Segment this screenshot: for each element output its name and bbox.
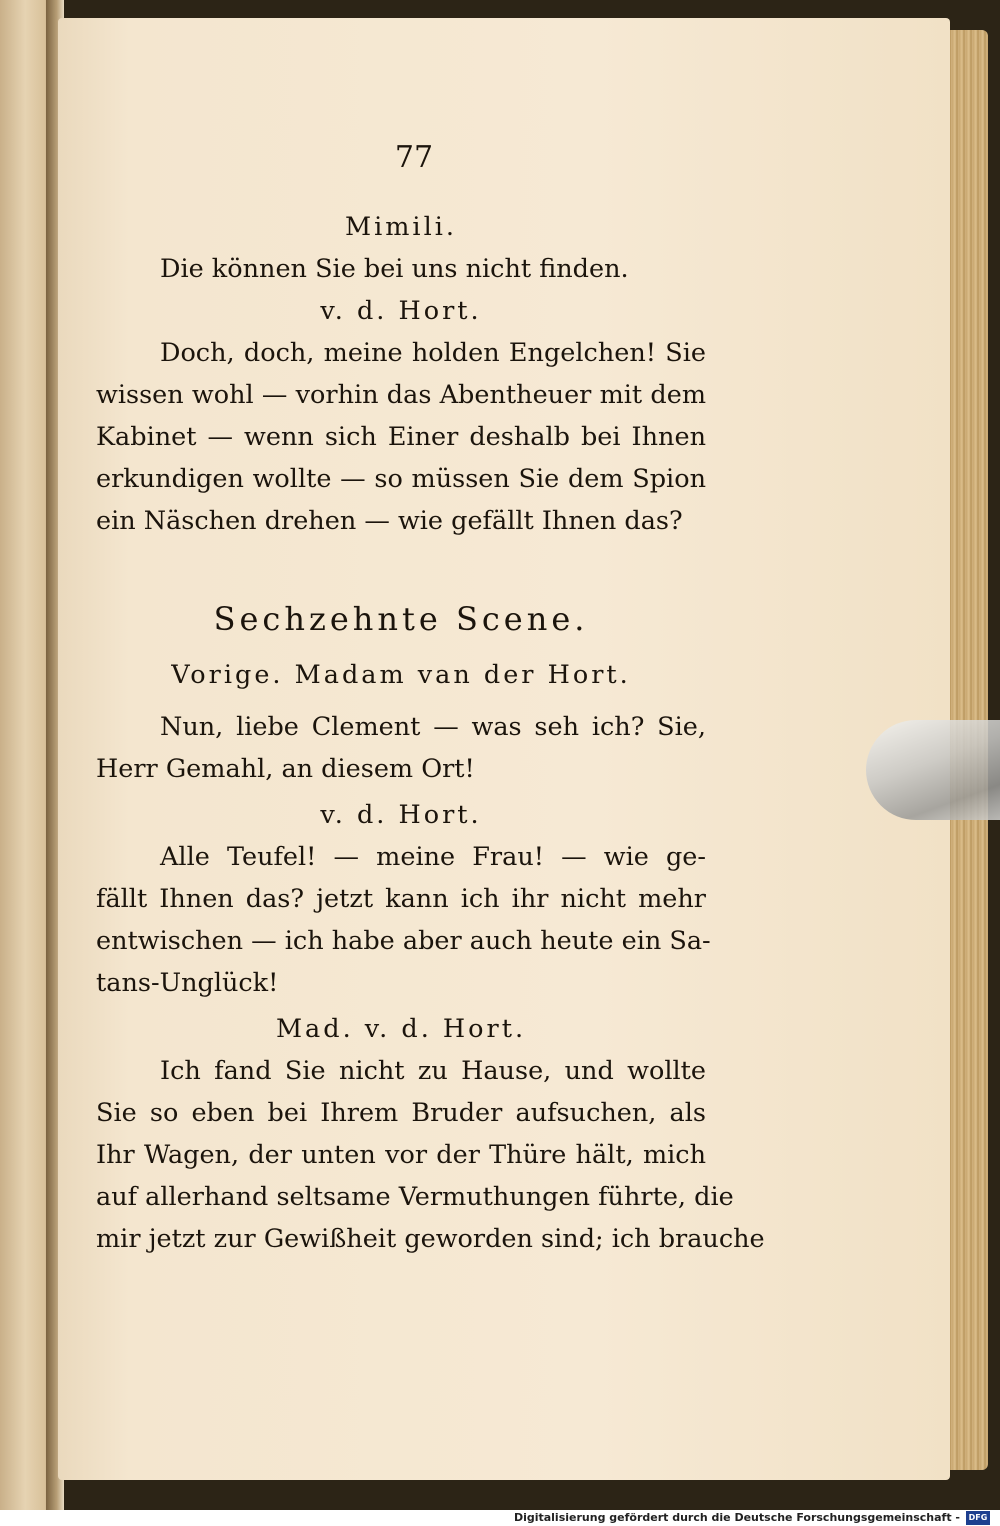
dfg-logo: DFG [966, 1511, 990, 1525]
funding-credit: Digitalisierung gefördert durch die Deutsche Forschungsgemeinschaft - [513, 1511, 960, 1524]
text-line: mir jetzt zur Gewißheit geworden sind; ich brauche [96, 1224, 765, 1254]
text-line: ein Näschen drehen — wie gefällt Ihnen das? [96, 506, 683, 536]
text-line: entwischen — ich habe aber auch heute ein Sa- [96, 926, 711, 956]
text-line: auf allerhand seltsame Vermuthungen führte, die [96, 1182, 734, 1212]
text-line: Kabinet — wenn sich Einer deshalb bei Ihnen [96, 422, 706, 452]
speaker-name: Mad. v. d. Hort. [275, 1014, 527, 1044]
text-line: Alle Teufel! — meine Frau! — wie ge- [160, 842, 706, 872]
text-line: Sie so eben bei Ihrem Bruder aufsuchen, als [96, 1098, 706, 1128]
text-line: Ich fand Sie nicht zu Hause, und wollte [160, 1056, 706, 1086]
scene-heading: Sechzehnte Scene. [213, 600, 589, 638]
text-line: Nun, liebe Clement — was seh ich? Sie, [160, 712, 706, 742]
speaker-name: v. d. Hort. [320, 296, 482, 326]
page-clip [866, 720, 1000, 820]
text-line: tans-Unglück! [96, 968, 279, 998]
text-line: fällt Ihnen das? jetzt kann ich ihr nicht mehr [96, 884, 706, 914]
text-line: Die können Sie bei uns nicht finden. [160, 254, 629, 284]
text-line: Ihr Wagen, der unten vor der Thüre hält, mich [96, 1140, 706, 1170]
speaker-name: v. d. Hort. [320, 800, 482, 830]
stage-direction: Vorige. Madam van der Hort. [171, 660, 631, 690]
text-line: wissen wohl — vorhin das Abentheuer mit dem [96, 380, 706, 410]
speaker-name: Mimili. [344, 212, 458, 242]
page-number: 77 [394, 140, 434, 175]
text-line: Herr Gemahl, an diesem Ort! [96, 754, 475, 784]
text-line: Doch, doch, meine holden Engelchen! Sie [160, 338, 706, 368]
text-line: erkundigen wollte — so müssen Sie dem Spion [96, 464, 706, 494]
